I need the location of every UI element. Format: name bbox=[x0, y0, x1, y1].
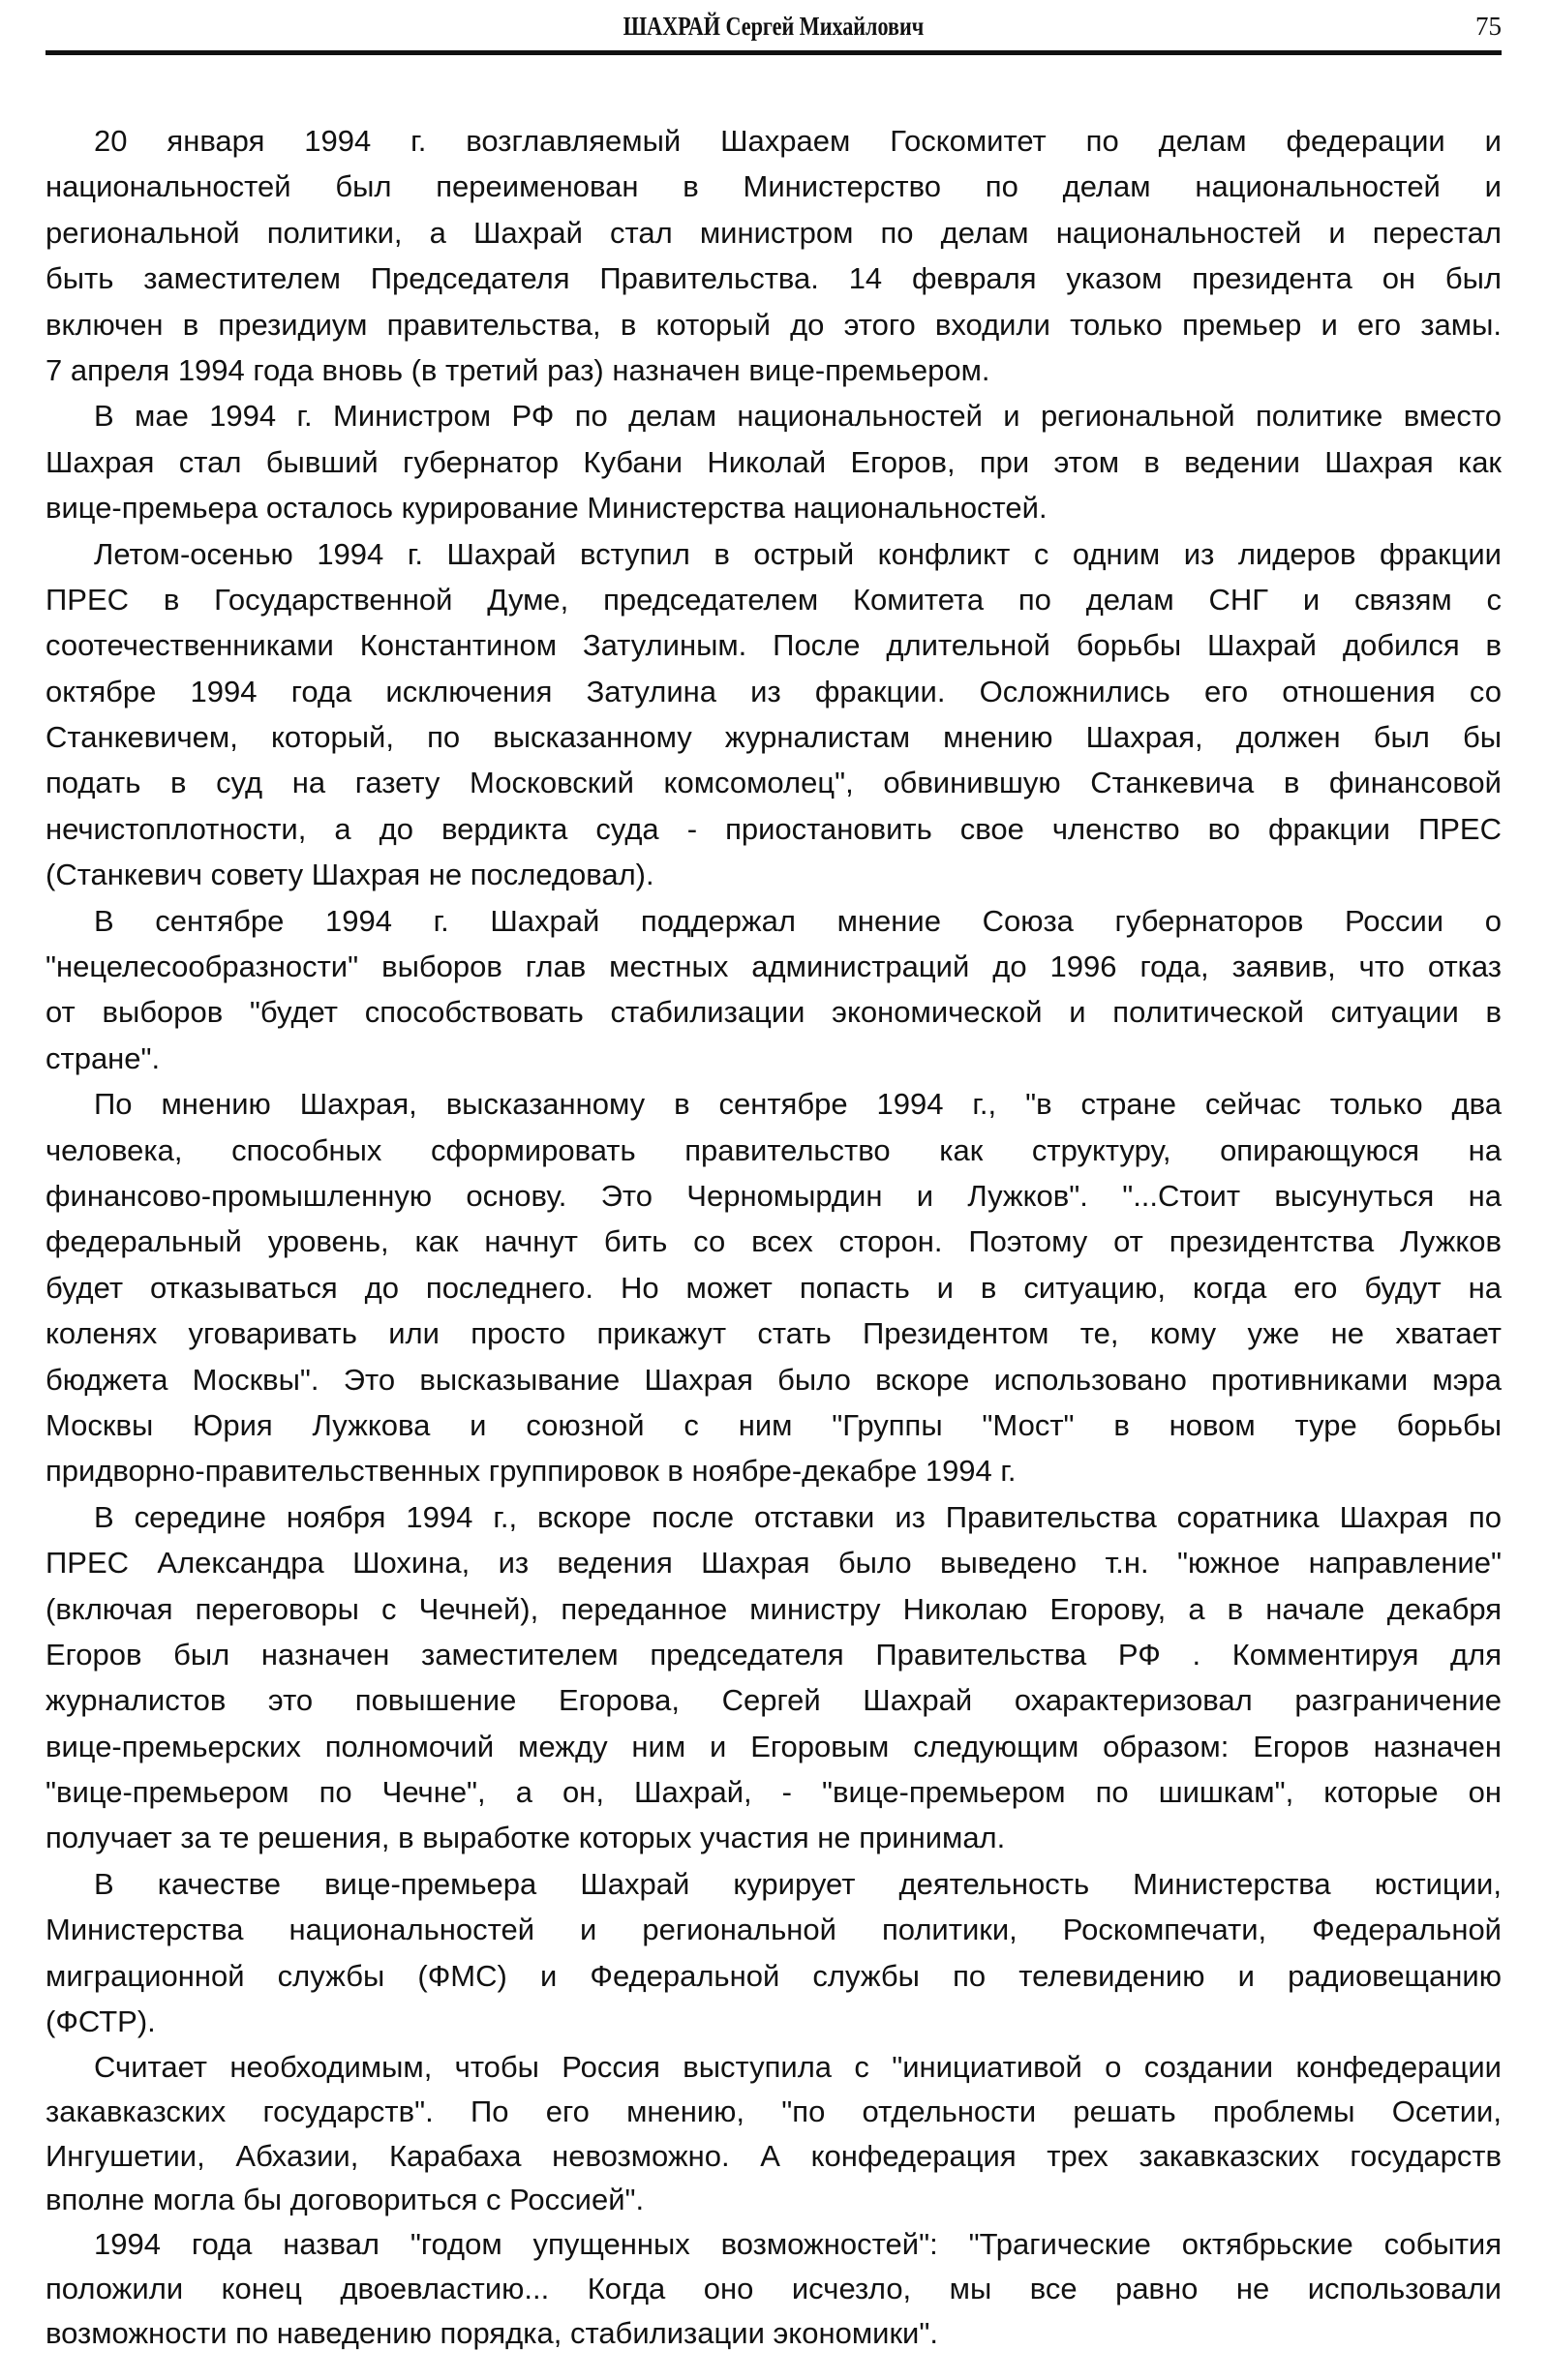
line-text: Летом-осенью 1994 г. Шахрай вступил в острый конфликт с одним из лидеров фракции bbox=[94, 536, 1502, 571]
text-line bbox=[46, 210, 1502, 256]
text-line bbox=[46, 1999, 1502, 2044]
body-text-continued bbox=[46, 2045, 1502, 2356]
text-line bbox=[46, 1586, 1502, 1632]
line-text: вице-премьерских полномочий между ним и Егоровым следующим образом: Егоров назначен bbox=[46, 1729, 1502, 1763]
text-line bbox=[46, 2090, 1502, 2134]
paragraph bbox=[46, 1494, 1502, 1861]
line-text: ПРЕС Александра Шохина, из ведения Шахрая было выведено т.н. "южное направление" bbox=[46, 1546, 1502, 1581]
line-text: (Станкевич совету Шахрая не последовал). bbox=[46, 858, 654, 892]
line-text: нечистоплотности, а до вердикта суда - приостановить свое членство во фракции ПРЕС bbox=[46, 811, 1502, 846]
text-line bbox=[46, 806, 1502, 852]
line-text: коленях уговаривать или просто прикажут стать Президентом те, кому уже не хватает bbox=[46, 1316, 1502, 1351]
line-text: 7 апреля 1994 года вновь (в третий раз) назначен вице-премьером. bbox=[46, 352, 990, 387]
text-line bbox=[46, 1311, 1502, 1356]
text-line bbox=[46, 944, 1502, 989]
text-line bbox=[46, 1815, 1502, 1860]
text-line bbox=[46, 1448, 1502, 1493]
line-text: Считает необходимым, чтобы Россия выступила с "инициативой о создании конфедерации bbox=[94, 2050, 1502, 2084]
line-text: получает за те решения, в выработке которых участия не принимал. bbox=[46, 1821, 1006, 1855]
text-line bbox=[46, 2267, 1502, 2311]
text-line bbox=[46, 1357, 1502, 1402]
line-text: Москвы Юрия Лужкова и союзной с ним "Группы "Мост" в новом туре борьбы bbox=[46, 1407, 1502, 1442]
paragraph bbox=[46, 898, 1502, 1082]
line-text: Министерства национальностей и региональной политики, Роскомпечати, Федеральной bbox=[46, 1913, 1502, 1947]
line-text: закавказских государств". По его мнению, "по отдельности решать проблемы Осетии, bbox=[46, 2094, 1502, 2128]
line-text: "вице-премьером по Чечне", а он, Шахрай, - "вице-премьером по шишкам", которые он bbox=[46, 1775, 1502, 1810]
text-line bbox=[46, 1769, 1502, 1815]
text-line bbox=[46, 1861, 1502, 1907]
line-text: бюджета Москвы". Это высказывание Шахрая было вскоре использовано противниками мэра bbox=[46, 1362, 1502, 1397]
line-text: Ингушетии, Абхазии, Карабаха невозможно. А конфедерация трех закавказских государств bbox=[46, 2138, 1502, 2173]
paragraph bbox=[46, 1861, 1502, 2045]
line-text: В середине ноября 1994 г., вскоре после отставки из Правительства соратника Шахрая по bbox=[94, 1499, 1502, 1534]
line-text: Шахрая стал бывший губернатор Кубани Николай Егоров, при этом в ведении Шахрая как bbox=[46, 444, 1502, 479]
text-line bbox=[46, 852, 1502, 897]
text-line bbox=[46, 2045, 1502, 2090]
page-number: 75 bbox=[1475, 12, 1502, 41]
text-line bbox=[46, 1677, 1502, 1723]
text-line bbox=[46, 256, 1502, 301]
text-line bbox=[46, 1128, 1502, 1173]
text-line bbox=[46, 1907, 1502, 1952]
line-text: возможности по наведению порядка, стабилизации экономики". bbox=[46, 2315, 938, 2350]
line-text: положили конец двоевластию... Когда оно исчезло, мы все равно не использовали bbox=[46, 2271, 1502, 2305]
text-line bbox=[46, 2311, 1502, 2356]
text-line bbox=[46, 164, 1502, 209]
text-line bbox=[46, 439, 1502, 485]
line-text: "нецелесообразности" выборов глав местных администраций до 1996 года, заявив, что отказ bbox=[46, 949, 1502, 984]
line-text: региональной политики, а Шахрай стал министром по делам национальностей и перестал bbox=[46, 215, 1502, 250]
text-line bbox=[46, 898, 1502, 944]
line-text: В сентябре 1994 г. Шахрай поддержал мнение Союза губернаторов России о bbox=[94, 903, 1502, 938]
text-line bbox=[46, 1036, 1502, 1081]
line-text: (включая переговоры с Чечней), переданное министру Николаю Егорову, а в начале декабря bbox=[46, 1591, 1502, 1626]
line-text: журналистов это повышение Егорова, Сергей Шахрай охарактеризовал разграничение bbox=[46, 1683, 1502, 1718]
text-line bbox=[46, 302, 1502, 347]
text-line bbox=[46, 1494, 1502, 1540]
line-text: от выборов "будет способствовать стабилизации экономической и политической ситуации в bbox=[46, 995, 1502, 1030]
paragraph bbox=[46, 118, 1502, 393]
line-text: вице-премьера осталось курирование Министерства национальностей. bbox=[46, 491, 1048, 526]
text-line bbox=[46, 393, 1502, 438]
line-text: финансово-промышленную основу. Это Черномырдин и Лужков". "...Стоит высунуться на bbox=[46, 1178, 1502, 1213]
line-text: стране". bbox=[46, 1040, 161, 1075]
paragraph bbox=[46, 1081, 1502, 1494]
text-line bbox=[46, 1632, 1502, 1677]
line-text: 1994 года назвал "годом упущенных возможностей": "Трагические октябрьские события bbox=[94, 2227, 1502, 2262]
line-text: подать в суд на газету Московский комсомолец", обвинившую Станкевича в финансовой bbox=[46, 766, 1502, 800]
text-line bbox=[46, 485, 1502, 530]
line-text: ПРЕС в Государственной Думе, председателем Комитета по делам СНГ и связям с bbox=[46, 582, 1502, 617]
text-line bbox=[46, 2222, 1502, 2267]
text-line bbox=[46, 622, 1502, 668]
text-line bbox=[46, 1402, 1502, 1448]
line-text: включен в президиум правительства, в который до этого входили только премьер и его замы. bbox=[46, 307, 1502, 342]
line-text: Егоров был назначен заместителем председателя Правительства РФ . Комментируя для bbox=[46, 1637, 1502, 1672]
line-text: национальностей был переименован в Министерство по делам национальностей и bbox=[46, 169, 1502, 204]
body-text bbox=[46, 118, 1502, 2044]
text-line bbox=[46, 1724, 1502, 1769]
line-text: соотечественниками Константином Затулиным. После длительной борьбы Шахрай добился в bbox=[46, 628, 1502, 663]
text-line bbox=[46, 669, 1502, 714]
text-line bbox=[46, 1953, 1502, 1999]
line-text: федеральный уровень, как начнут бить со всех сторон. Поэтому от президентства Лужков bbox=[46, 1224, 1502, 1259]
paragraph bbox=[46, 2045, 1502, 2222]
line-text: быть заместителем Председателя Правительства. 14 февраля указом президента он был bbox=[46, 261, 1502, 296]
line-text: В мае 1994 г. Министром РФ по делам национальностей и региональной политике вместо bbox=[94, 399, 1502, 434]
text-line bbox=[46, 1081, 1502, 1127]
text-line bbox=[46, 347, 1502, 393]
text-line bbox=[46, 1173, 1502, 1219]
header-title: ШАХРАЙ Сергей Михайлович bbox=[623, 12, 925, 41]
line-text: будет отказываться до последнего. Но может попасть и в ситуацию, когда его будут на bbox=[46, 1270, 1502, 1305]
line-text: человека, способных сформировать правительство как структуру, опирающуюся на bbox=[46, 1132, 1502, 1167]
text-line bbox=[46, 577, 1502, 622]
text-line bbox=[46, 531, 1502, 577]
text-line bbox=[46, 2134, 1502, 2179]
text-line bbox=[46, 760, 1502, 805]
line-text: вполне могла бы договориться с Россией". bbox=[46, 2183, 645, 2217]
line-text: октябре 1994 года исключения Затулина из фракции. Осложнились его отношения со bbox=[46, 674, 1502, 708]
text-line bbox=[46, 1219, 1502, 1264]
text-line bbox=[46, 118, 1502, 164]
line-text: (ФСТР). bbox=[46, 2004, 156, 2039]
line-text: По мнению Шахрая, высказанному в сентябре 1994 г., "в стране сейчас только два bbox=[94, 1087, 1502, 1122]
paragraph bbox=[46, 531, 1502, 898]
text-line bbox=[46, 714, 1502, 760]
paragraph bbox=[46, 2222, 1502, 2355]
line-text: миграционной службы (ФМС) и Федеральной службы по телевидению и радиовещанию bbox=[46, 1958, 1502, 1993]
text-line bbox=[46, 2178, 1502, 2222]
line-text: Станкевичем, который, по высказанному журналистам мнению Шахрая, должен был бы bbox=[46, 720, 1502, 755]
text-line bbox=[46, 989, 1502, 1035]
running-header bbox=[46, 8, 1502, 55]
text-line bbox=[46, 1540, 1502, 1585]
text-line bbox=[46, 1265, 1502, 1311]
line-text: 20 января 1994 г. возглавляемый Шахраем Госкомитет по делам федерации и bbox=[94, 124, 1502, 158]
line-text: В качестве вице-премьера Шахрай курирует деятельность Министерства юстиции, bbox=[94, 1866, 1502, 1901]
line-text: придворно-правительственных группировок в ноябре-декабре 1994 г. bbox=[46, 1454, 1017, 1489]
paragraph bbox=[46, 393, 1502, 530]
